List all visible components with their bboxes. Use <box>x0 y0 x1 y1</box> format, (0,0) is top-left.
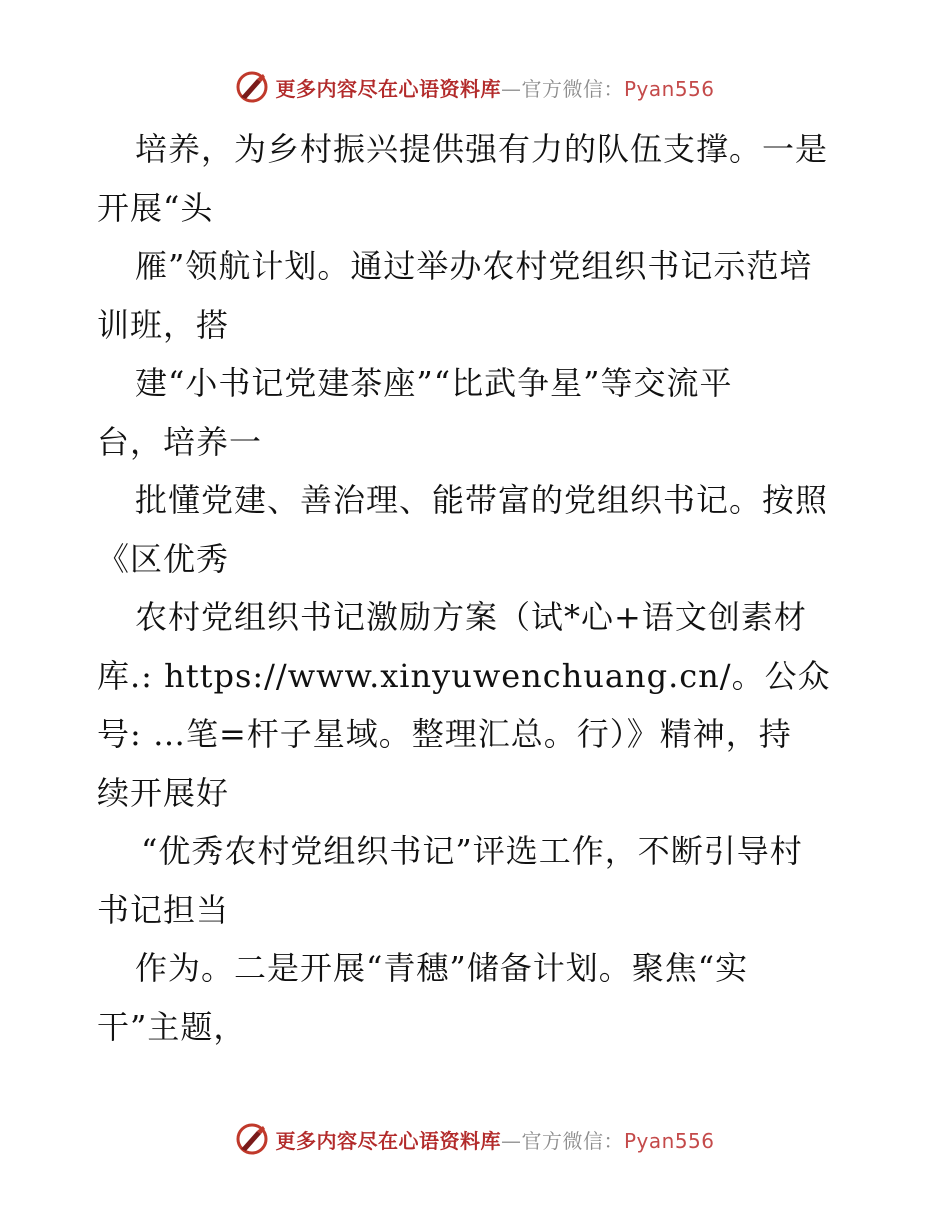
body-line: 库.: https://www.xinyuwenchuang.cn/。公众 <box>97 656 831 695</box>
quill-logo-icon <box>235 1122 269 1156</box>
footer-brand: 更多内容尽在心语资料库 <box>275 1128 501 1153</box>
footer-wechat-label: 官方微信： <box>521 1128 624 1153</box>
header-wechat-id: Pyan556 <box>623 76 715 101</box>
header-wechat-label: 官方微信： <box>521 76 624 101</box>
body-line: 干”主题， <box>97 1007 247 1046</box>
footer-wechat-id: Pyan556 <box>623 1128 715 1153</box>
header-watermark <box>0 70 950 104</box>
footer-banner-text <box>275 1125 714 1154</box>
body-line: 《区优秀 <box>97 539 230 578</box>
document-body <box>97 120 857 1056</box>
quill-logo-icon <box>235 70 269 104</box>
body-line: 批懂党建、善治理、能带富的党组织书记。按照 <box>135 481 829 519</box>
footer-separator: — <box>500 1128 522 1153</box>
footer-watermark <box>0 1122 950 1156</box>
header-separator: — <box>500 76 522 101</box>
body-line: 书记担当 <box>97 890 230 929</box>
body-line: 训班，搭 <box>97 305 230 344</box>
body-line: 雁”领航计划。通过举办农村党组织书记示范培 <box>135 247 813 285</box>
header-brand: 更多内容尽在心语资料库 <box>275 76 501 101</box>
body-line: 号: …笔=杆子星域。整理汇总。行）》精神，持 <box>97 715 792 753</box>
body-line: 建“小书记党建茶座”“比武争星”等交流平 <box>135 364 733 402</box>
body-line: 培养，为乡村振兴提供强有力的队伍支撑。一是 <box>135 130 829 168</box>
body-line: 开展“头 <box>97 188 214 227</box>
body-line: 农村党组织书记激励方案（试*心+语文创素材 <box>135 598 807 636</box>
body-line: 作为。二是开展“青穗”储备计划。聚焦“实 <box>135 949 749 987</box>
header-banner-text <box>275 73 714 102</box>
body-line: 续开展好 <box>97 773 230 812</box>
body-line: 台，培养一 <box>97 422 263 461</box>
body-line: “优秀农村党组织书记”评选工作，不断引导村 <box>141 832 803 870</box>
